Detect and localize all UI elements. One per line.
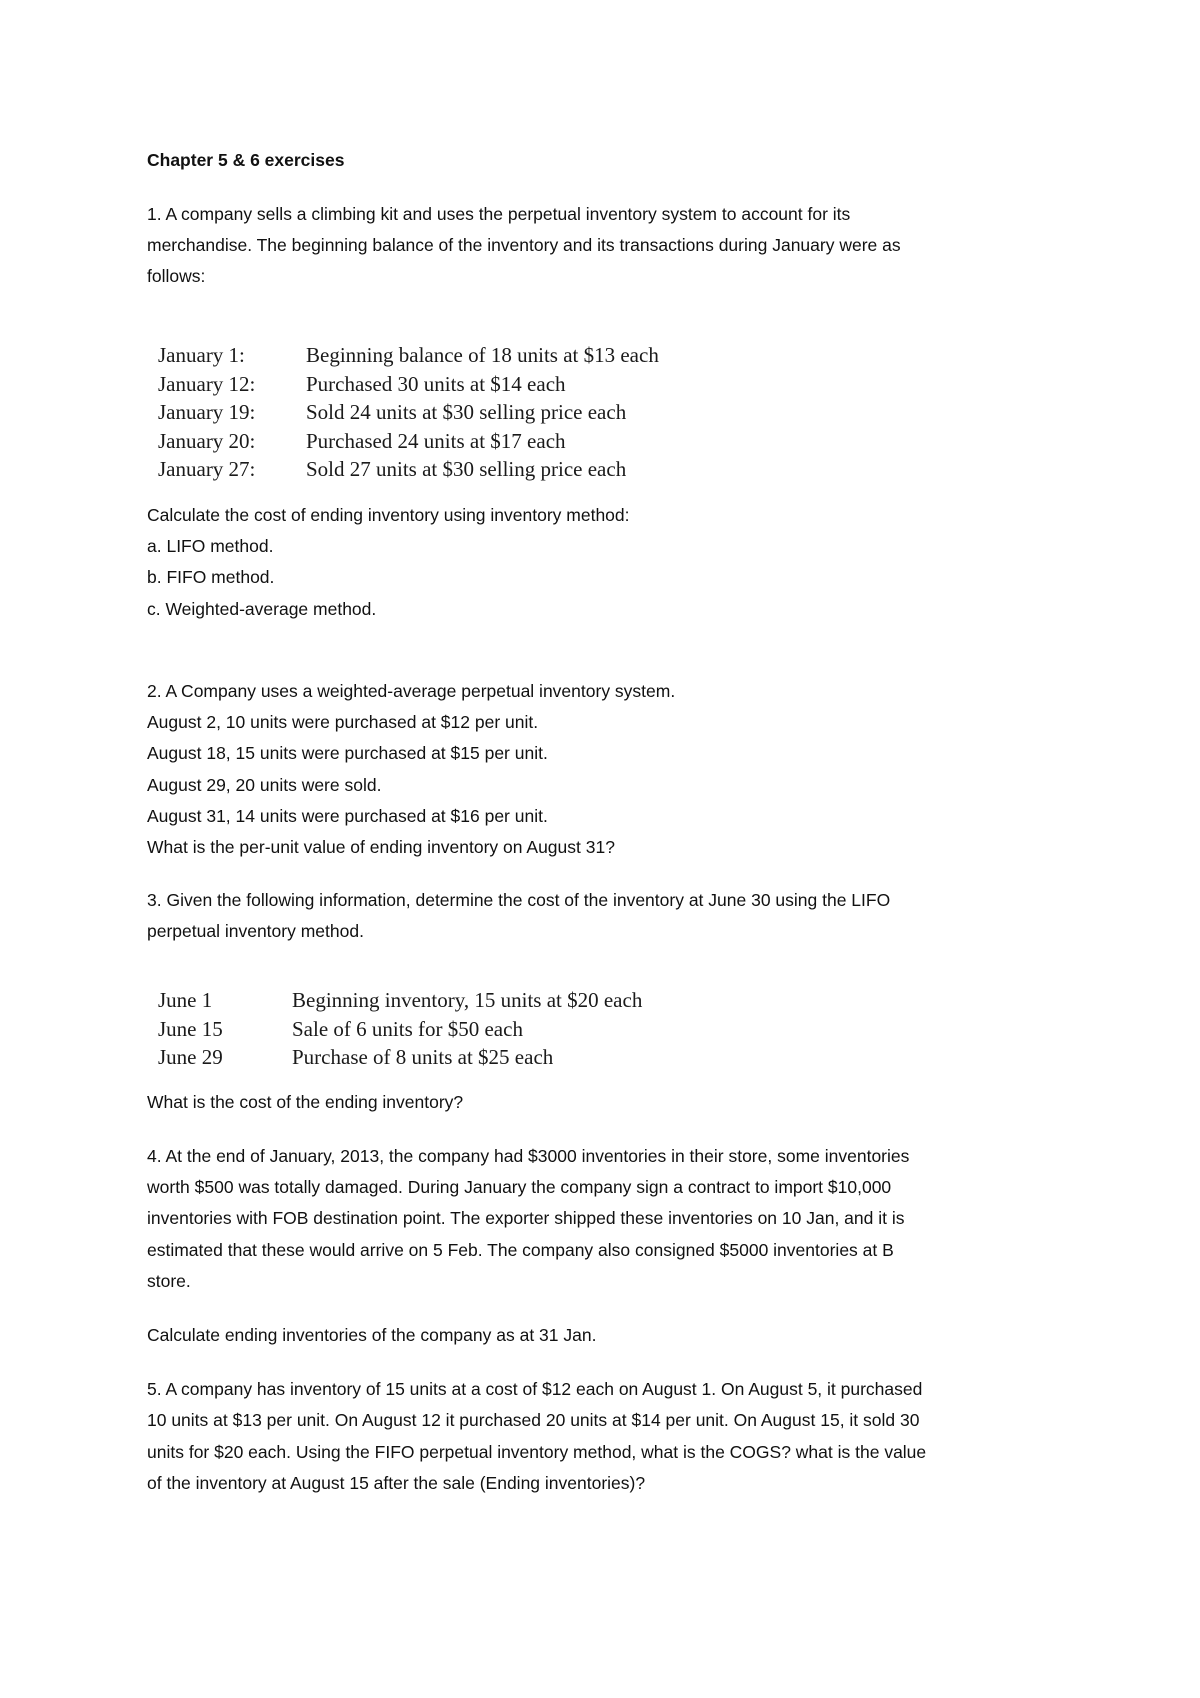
transaction-date: January 1: xyxy=(158,343,245,367)
transaction-description: Beginning balance of 18 units at $13 each xyxy=(306,343,659,367)
table-row xyxy=(158,986,642,1015)
transaction-description: Purchased 30 units at $14 each xyxy=(306,371,566,396)
table-row xyxy=(158,398,659,427)
q1-text-line-2: merchandise. The beginning balance of the inventory and its transactions during January were as xyxy=(147,235,901,255)
q3-text-line-1: 3. Given the following information, determine the cost of the inventory at June 30 using the LIFO xyxy=(147,890,891,910)
transaction-description: Sold 27 units at $30 selling price each xyxy=(306,457,627,481)
q3-transactions-table xyxy=(158,986,642,1072)
table-row xyxy=(158,1043,642,1072)
transaction-date: June 15 xyxy=(158,1016,223,1041)
q4-text-line-4: estimated that these would arrive on 5 Feb. The company also consigned $5000 inventories at B xyxy=(147,1240,894,1260)
transaction-description: Beginning inventory, 15 units at $20 each xyxy=(292,988,643,1012)
table-row xyxy=(158,1015,642,1044)
q1-text-line-1: 1. A company sells a climbing kit and uses the perpetual inventory system to account for its xyxy=(147,204,851,224)
transaction-date: January 19: xyxy=(158,400,256,424)
q4-text-line-5: store. xyxy=(147,1271,191,1291)
q4-text-line-1: 4. At the end of January, 2013, the company had $3000 inventories in their store, some inventories xyxy=(147,1146,910,1166)
q3-question: What is the cost of the ending inventory? xyxy=(147,1092,464,1112)
table-row xyxy=(158,370,659,399)
q5-text-line-1: 5. A company has inventory of 15 units at a cost of $12 each on August 1. On August 5, it purchased xyxy=(147,1379,923,1399)
transaction-date: June 29 xyxy=(158,1045,223,1069)
q4-text-line-2: worth $500 was totally damaged. During January the company sign a contract to import $10,000 xyxy=(147,1177,892,1197)
q2-text-line-4: August 29, 20 units were sold. xyxy=(147,775,382,795)
q5-text-line-2: 10 units at $13 per unit. On August 12 it purchased 20 units at $14 per unit. On August 15, it sold 30 xyxy=(147,1410,920,1430)
q4-question: Calculate ending inventories of the company as at 31 Jan. xyxy=(147,1325,597,1345)
q2-text-line-1: 2. A Company uses a weighted-average perpetual inventory system. xyxy=(147,681,676,701)
q2-text-line-6: What is the per-unit value of ending inventory on August 31? xyxy=(147,837,615,857)
transaction-description: Purchase of 8 units at $25 each xyxy=(292,1045,554,1069)
q2-text-line-5: August 31, 14 units were purchased at $16 per unit. xyxy=(147,806,548,826)
q1-option-b: b. FIFO method. xyxy=(147,567,275,587)
table-row xyxy=(158,455,659,484)
q1-option-c: c. Weighted-average method. xyxy=(147,599,377,619)
transaction-date: January 27: xyxy=(158,457,256,481)
q5-text-line-4: of the inventory at August 15 after the sale (Ending inventories)? xyxy=(147,1473,646,1493)
q5-text-line-3: units for $20 each. Using the FIFO perpetual inventory method, what is the COGS? what is the value xyxy=(147,1442,927,1462)
q1-transactions-table xyxy=(158,341,659,484)
q2-text-line-2: August 2, 10 units were purchased at $12 per unit. xyxy=(147,712,539,732)
table-row xyxy=(158,341,659,370)
q2-text-line-3: August 18, 15 units were purchased at $15 per unit. xyxy=(147,743,548,763)
transaction-date: January 12: xyxy=(158,371,256,396)
q3-text-line-2: perpetual inventory method. xyxy=(147,921,364,941)
q4-text-line-3: inventories with FOB destination point. The exporter shipped these inventories on 10 Jan, and it is xyxy=(147,1208,905,1228)
transaction-date: January 20: xyxy=(158,428,256,453)
q1-option-a: a. LIFO method. xyxy=(147,536,274,556)
transaction-date: June 1 xyxy=(158,988,213,1012)
transaction-description: Purchased 24 units at $17 each xyxy=(306,428,566,453)
transaction-description: Sold 24 units at $30 selling price each xyxy=(306,400,627,424)
q1-prompt: Calculate the cost of ending inventory using inventory method: xyxy=(147,505,630,525)
table-row xyxy=(158,427,659,456)
document-title: Chapter 5 & 6 exercises xyxy=(147,150,345,170)
q1-text-line-3: follows: xyxy=(147,266,206,286)
transaction-description: Sale of 6 units for $50 each xyxy=(292,1016,523,1041)
